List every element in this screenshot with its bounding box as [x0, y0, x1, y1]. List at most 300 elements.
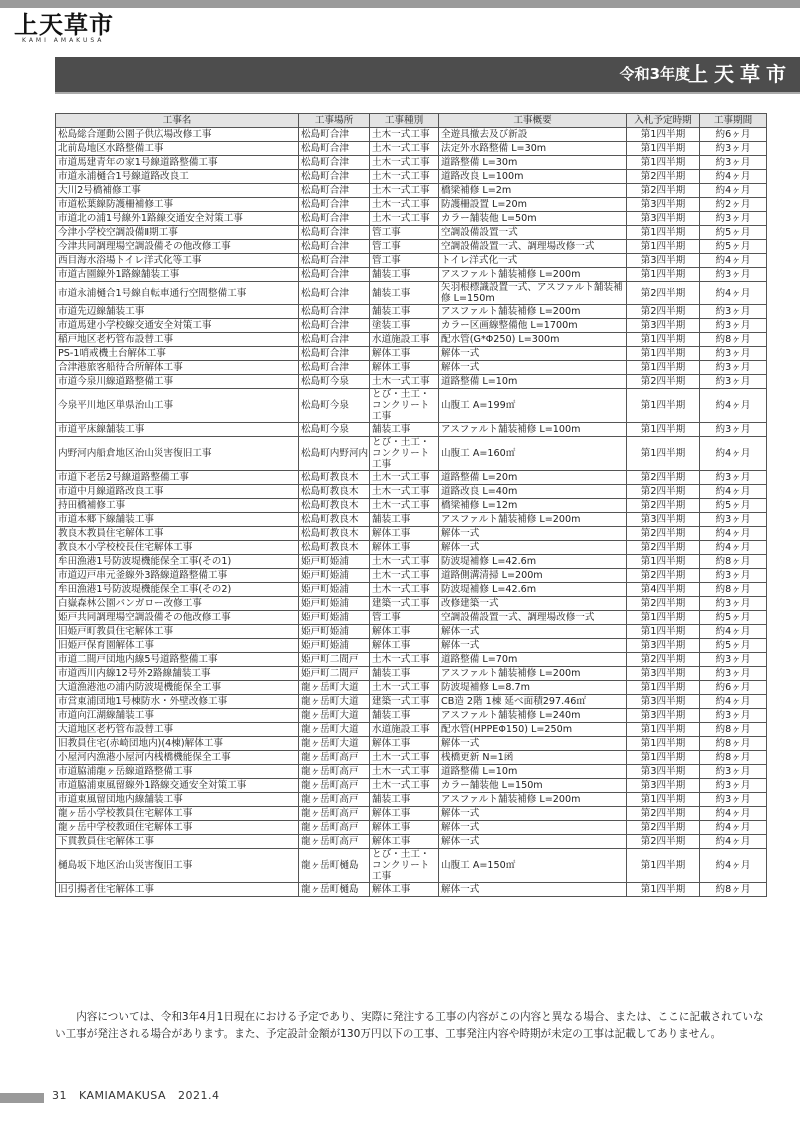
work-name-cell: 牟田漁港1号防波堤機能保全工事(その2)	[56, 583, 299, 597]
work-location-cell: 松島町教良木	[299, 471, 370, 485]
bid-period-cell: 第2四半期	[627, 305, 700, 319]
table-row	[56, 611, 767, 625]
work-duration-cell: 約4ヶ月	[700, 849, 767, 883]
work-duration-cell: 約4ヶ月	[700, 282, 767, 305]
work-name-cell: 今泉平川地区単県治山工事	[56, 389, 299, 423]
work-duration-cell: 約4ヶ月	[700, 389, 767, 423]
work-location-cell: 松島町合津	[299, 319, 370, 333]
work-location-cell: 龍ヶ岳町樋島	[299, 849, 370, 883]
bid-period-cell: 第1四半期	[627, 423, 700, 437]
work-summary-cell: 山腹工 A=160㎡	[439, 437, 627, 471]
work-location-cell: 松島町合津	[299, 268, 370, 282]
work-location-cell: 龍ヶ岳町高戸	[299, 793, 370, 807]
col-header-duration: 工事期間	[700, 114, 767, 128]
work-summary-cell: 道路改良 L=100m	[439, 170, 627, 184]
bid-period-cell: 第2四半期	[627, 527, 700, 541]
table-row	[56, 639, 767, 653]
work-location-cell: 松島町今泉	[299, 423, 370, 437]
table-row	[56, 333, 767, 347]
work-location-cell: 松島町教良木	[299, 527, 370, 541]
section-year: 令和3年度	[619, 65, 690, 83]
work-duration-cell: 約3ヶ月	[700, 597, 767, 611]
work-summary-cell: アスファルト舗装補修 L=100m	[439, 423, 627, 437]
work-type-cell: 土木一式工事	[370, 375, 439, 389]
bid-period-cell: 第1四半期	[627, 226, 700, 240]
public-works-table	[55, 113, 767, 897]
work-name-cell: 龍ヶ岳小学校教員住宅解体工事	[56, 807, 299, 821]
table-row	[56, 681, 767, 695]
table-row	[56, 226, 767, 240]
table-row	[56, 319, 767, 333]
work-summary-cell: 防護柵設置 L=20m	[439, 198, 627, 212]
col-header-type: 工事種別	[370, 114, 439, 128]
work-location-cell: 姫戸町姫浦	[299, 569, 370, 583]
work-summary-cell: 道路整備 L=70m	[439, 653, 627, 667]
bid-period-cell: 第1四半期	[627, 723, 700, 737]
work-name-cell: 合津港旅客船待合所解体工事	[56, 361, 299, 375]
col-header-bid-time: 入札予定時期	[627, 114, 700, 128]
work-type-cell: 舗装工事	[370, 282, 439, 305]
work-duration-cell: 約4ヶ月	[700, 625, 767, 639]
work-summary-cell: 山腹工 A=150㎡	[439, 849, 627, 883]
work-type-cell: 土木一式工事	[370, 555, 439, 569]
work-summary-cell: 防波堤補修 L=42.6m	[439, 555, 627, 569]
work-duration-cell: 約6ヶ月	[700, 681, 767, 695]
table-row	[56, 184, 767, 198]
table-row	[56, 170, 767, 184]
work-type-cell: 舗装工事	[370, 268, 439, 282]
work-duration-cell: 約3ヶ月	[700, 423, 767, 437]
bid-period-cell: 第3四半期	[627, 319, 700, 333]
work-location-cell: 龍ヶ岳町高戸	[299, 821, 370, 835]
bid-period-cell: 第2四半期	[627, 184, 700, 198]
bid-period-cell: 第3四半期	[627, 779, 700, 793]
work-summary-cell: 山腹工 A=199㎡	[439, 389, 627, 423]
work-location-cell: 松島町合津	[299, 254, 370, 268]
table-row	[56, 667, 767, 681]
work-location-cell: 松島町合津	[299, 347, 370, 361]
work-type-cell: 解体工事	[370, 807, 439, 821]
work-summary-cell: 解体一式	[439, 527, 627, 541]
table-row	[56, 723, 767, 737]
top-bar	[0, 0, 800, 8]
col-header-name: 工事名	[56, 114, 299, 128]
bid-period-cell: 第1四半期	[627, 347, 700, 361]
work-summary-cell: 解体一式	[439, 883, 627, 897]
table-row	[56, 597, 767, 611]
bid-period-cell: 第3四半期	[627, 513, 700, 527]
work-location-cell: 姫戸町姫浦	[299, 625, 370, 639]
work-duration-cell: 約4ヶ月	[700, 437, 767, 471]
work-summary-cell: アスファルト舗装補修 L=200m	[439, 667, 627, 681]
work-summary-cell: アスファルト舗装補修 L=240m	[439, 709, 627, 723]
work-summary-cell: 解体一式	[439, 737, 627, 751]
work-duration-cell: 約4ヶ月	[700, 170, 767, 184]
work-location-cell: 龍ヶ岳町大道	[299, 695, 370, 709]
work-summary-cell: カラー区画線整備他 L=1700m	[439, 319, 627, 333]
work-duration-cell: 約3ヶ月	[700, 569, 767, 583]
work-type-cell: 舗装工事	[370, 423, 439, 437]
work-duration-cell: 約4ヶ月	[700, 527, 767, 541]
bid-period-cell: 第1四半期	[627, 240, 700, 254]
table-row	[56, 807, 767, 821]
work-duration-cell: 約5ヶ月	[700, 226, 767, 240]
work-duration-cell: 約3ヶ月	[700, 268, 767, 282]
bid-period-cell: 第2四半期	[627, 569, 700, 583]
work-summary-cell: 配水管(HPPEΦ150) L=250m	[439, 723, 627, 737]
table-row	[56, 541, 767, 555]
work-summary-cell: 桟橋更新 N=1函	[439, 751, 627, 765]
bid-period-cell: 第1四半期	[627, 681, 700, 695]
work-location-cell: 龍ヶ岳町大道	[299, 737, 370, 751]
work-duration-cell: 約4ヶ月	[700, 254, 767, 268]
work-summary-cell: 橋梁補修 L=12m	[439, 499, 627, 513]
table-row	[56, 737, 767, 751]
table-row	[56, 695, 767, 709]
work-type-cell: 土木一式工事	[370, 170, 439, 184]
work-type-cell: 土木一式工事	[370, 499, 439, 513]
table-row	[56, 471, 767, 485]
bid-period-cell: 第1四半期	[627, 611, 700, 625]
work-duration-cell: 約4ヶ月	[700, 485, 767, 499]
table-body	[56, 128, 767, 897]
work-type-cell: 建築一式工事	[370, 597, 439, 611]
work-name-cell: 今津小学校空調設備Ⅱ期工事	[56, 226, 299, 240]
table-row	[56, 156, 767, 170]
work-duration-cell: 約8ヶ月	[700, 883, 767, 897]
work-duration-cell: 約5ヶ月	[700, 499, 767, 513]
work-type-cell: 管工事	[370, 226, 439, 240]
work-type-cell: 土木一式工事	[370, 779, 439, 793]
work-duration-cell: 約3ヶ月	[700, 361, 767, 375]
work-name-cell: 市道北の浦1号線外1路線交通安全対策工事	[56, 212, 299, 226]
bid-period-cell: 第4四半期	[627, 583, 700, 597]
work-duration-cell: 約6ヶ月	[700, 128, 767, 142]
work-type-cell: 解体工事	[370, 835, 439, 849]
work-location-cell: 松島町今泉	[299, 389, 370, 423]
work-summary-cell: 道路整備 L=30m	[439, 156, 627, 170]
work-summary-cell: 解体一式	[439, 625, 627, 639]
work-type-cell: とび・土工・コンクリート工事	[370, 849, 439, 883]
work-summary-cell: アスファルト舗装補修 L=200m	[439, 513, 627, 527]
work-summary-cell: 矢羽根標識設置一式、アスファルト舗装補修 L=150m	[439, 282, 627, 305]
work-name-cell: 松島総合運動公園子供広場改修工事	[56, 128, 299, 142]
bid-period-cell: 第1四半期	[627, 793, 700, 807]
work-summary-cell: CB造 2階 1棟 延べ面積297.46㎡	[439, 695, 627, 709]
work-location-cell: 松島町今泉	[299, 375, 370, 389]
work-summary-cell: 空調設備設置一式、調理場改修一式	[439, 240, 627, 254]
work-type-cell: 舗装工事	[370, 305, 439, 319]
work-type-cell: 土木一式工事	[370, 128, 439, 142]
bid-period-cell: 第2四半期	[627, 807, 700, 821]
work-name-cell: 市道永浦樋合1号線道路改良工	[56, 170, 299, 184]
table-row	[56, 513, 767, 527]
work-summary-cell: 道路整備 L=10m	[439, 375, 627, 389]
work-name-cell: 旧姫戸町教員住宅解体工事	[56, 625, 299, 639]
work-type-cell: 土木一式工事	[370, 142, 439, 156]
page-footer	[52, 1089, 220, 1102]
work-summary-cell: アスファルト舗装補修 L=200m	[439, 268, 627, 282]
footer-bar	[0, 1093, 44, 1103]
table-row	[56, 128, 767, 142]
work-duration-cell: 約8ヶ月	[700, 333, 767, 347]
work-name-cell: 市道西川内線12号外2路線舗装工事	[56, 667, 299, 681]
work-summary-cell: アスファルト舗装補修 L=200m	[439, 793, 627, 807]
work-location-cell: 龍ヶ岳町高戸	[299, 751, 370, 765]
table-row	[56, 625, 767, 639]
work-duration-cell: 約2ヶ月	[700, 198, 767, 212]
bid-period-cell: 第3四半期	[627, 695, 700, 709]
bid-period-cell: 第1四半期	[627, 737, 700, 751]
work-type-cell: 建築一式工事	[370, 695, 439, 709]
work-type-cell: 管工事	[370, 611, 439, 625]
work-summary-cell: 配水管(G*Φ250) L=300m	[439, 333, 627, 347]
work-duration-cell: 約3ヶ月	[700, 793, 767, 807]
bid-period-cell: 第3四半期	[627, 254, 700, 268]
work-name-cell: 市道古園線外1路線舗装工事	[56, 268, 299, 282]
work-type-cell: 土木一式工事	[370, 653, 439, 667]
work-duration-cell: 約3ヶ月	[700, 765, 767, 779]
work-type-cell: 解体工事	[370, 883, 439, 897]
work-type-cell: 土木一式工事	[370, 156, 439, 170]
work-name-cell: 下貫教員住宅解体工事	[56, 835, 299, 849]
table-row	[56, 389, 767, 423]
table-row	[56, 527, 767, 541]
table-row	[56, 268, 767, 282]
work-name-cell: 龍ヶ岳中学校教頭住宅解体工事	[56, 821, 299, 835]
work-summary-cell: 解体一式	[439, 361, 627, 375]
work-type-cell: 舗装工事	[370, 709, 439, 723]
table-row	[56, 282, 767, 305]
work-type-cell: 土木一式工事	[370, 485, 439, 499]
work-name-cell: 小屋河内漁港小屋河内桟橋機能保全工事	[56, 751, 299, 765]
work-duration-cell: 約3ヶ月	[700, 347, 767, 361]
bid-period-cell: 第1四半期	[627, 751, 700, 765]
work-summary-cell: 道路改良 L=40m	[439, 485, 627, 499]
work-name-cell: 教良木教員住宅解体工事	[56, 527, 299, 541]
work-name-cell: 大川2号橋補修工事	[56, 184, 299, 198]
work-duration-cell: 約4ヶ月	[700, 835, 767, 849]
work-duration-cell: 約3ヶ月	[700, 319, 767, 333]
table-row	[56, 423, 767, 437]
table-row	[56, 347, 767, 361]
work-duration-cell: 約4ヶ月	[700, 184, 767, 198]
work-location-cell: 松島町教良木	[299, 513, 370, 527]
work-duration-cell: 約8ヶ月	[700, 751, 767, 765]
work-name-cell: 旧教員住宅(赤崎団地内)(4棟)解体工事	[56, 737, 299, 751]
work-location-cell: 龍ヶ岳町高戸	[299, 765, 370, 779]
bid-period-cell: 第3四半期	[627, 765, 700, 779]
bid-period-cell: 第1四半期	[627, 437, 700, 471]
work-type-cell: とび・土工・コンクリート工事	[370, 389, 439, 423]
work-name-cell: 市道今泉川線道路整備工事	[56, 375, 299, 389]
section-header-rule	[55, 92, 800, 94]
work-location-cell: 松島町合津	[299, 156, 370, 170]
bid-period-cell: 第1四半期	[627, 849, 700, 883]
table-row	[56, 142, 767, 156]
work-type-cell: 土木一式工事	[370, 471, 439, 485]
work-name-cell: 市道下老岳2号線道路整備工事	[56, 471, 299, 485]
bid-period-cell: 第1四半期	[627, 268, 700, 282]
work-summary-cell: 道路整備 L=20m	[439, 471, 627, 485]
work-type-cell: 土木一式工事	[370, 583, 439, 597]
work-duration-cell: 約3ヶ月	[700, 305, 767, 319]
work-type-cell: 土木一式工事	[370, 765, 439, 779]
table-row	[56, 305, 767, 319]
table-row	[56, 212, 767, 226]
work-duration-cell: 約3ヶ月	[700, 513, 767, 527]
work-duration-cell: 約3ヶ月	[700, 709, 767, 723]
masthead-logo-sub: KAMI AMAKUSA	[22, 37, 105, 44]
work-name-cell: 市道辺戸串元釜線外3路線道路整備工事	[56, 569, 299, 583]
work-name-cell: 市道東風留団地内線舗装工事	[56, 793, 299, 807]
work-summary-cell: 解体一式	[439, 347, 627, 361]
work-name-cell: 市道二間戸団地内線5号道路整備工事	[56, 653, 299, 667]
work-location-cell: 松島町合津	[299, 184, 370, 198]
work-name-cell: 市道脇浦東風留線外1路線交通安全対策工事	[56, 779, 299, 793]
work-location-cell: 姫戸町姫浦	[299, 639, 370, 653]
work-summary-cell: 道路側溝清掃 L=200m	[439, 569, 627, 583]
bid-period-cell: 第1四半期	[627, 883, 700, 897]
work-type-cell: 塗装工事	[370, 319, 439, 333]
work-location-cell: 龍ヶ岳町大道	[299, 709, 370, 723]
work-location-cell: 松島町教良木	[299, 541, 370, 555]
work-summary-cell: 防波堤補修 L=8.7m	[439, 681, 627, 695]
work-name-cell: 市道松葉線防護柵補修工事	[56, 198, 299, 212]
work-summary-cell: 空調設備設置一式、調理場改修一式	[439, 611, 627, 625]
work-location-cell: 龍ヶ岳町大道	[299, 723, 370, 737]
bid-period-cell: 第2四半期	[627, 499, 700, 513]
table-row	[56, 499, 767, 513]
work-duration-cell: 約5ヶ月	[700, 240, 767, 254]
work-type-cell: 舗装工事	[370, 793, 439, 807]
work-type-cell: 土木一式工事	[370, 569, 439, 583]
work-duration-cell: 約3ヶ月	[700, 779, 767, 793]
work-duration-cell: 約3ヶ月	[700, 471, 767, 485]
work-duration-cell: 約4ヶ月	[700, 695, 767, 709]
table-row	[56, 361, 767, 375]
bid-period-cell: 第1四半期	[627, 142, 700, 156]
work-summary-cell: 改修建築一式	[439, 597, 627, 611]
work-location-cell: 龍ヶ岳町高戸	[299, 779, 370, 793]
work-duration-cell: 約3ヶ月	[700, 653, 767, 667]
table-row	[56, 437, 767, 471]
work-duration-cell: 約3ヶ月	[700, 375, 767, 389]
work-location-cell: 龍ヶ岳町高戸	[299, 835, 370, 849]
work-summary-cell: 解体一式	[439, 639, 627, 653]
work-duration-cell: 約5ヶ月	[700, 611, 767, 625]
work-location-cell: 姫戸町姫浦	[299, 597, 370, 611]
work-summary-cell: 解体一式	[439, 835, 627, 849]
work-name-cell: 市営東浦団地1号棟防水・外壁改修工事	[56, 695, 299, 709]
bid-period-cell: 第3四半期	[627, 212, 700, 226]
work-name-cell: 西目海水浴場トイレ洋式化等工事	[56, 254, 299, 268]
work-location-cell: 松島町合津	[299, 198, 370, 212]
work-location-cell: 松島町教良木	[299, 499, 370, 513]
masthead-logo: 上天草市	[14, 10, 114, 39]
bid-period-cell: 第2四半期	[627, 653, 700, 667]
work-summary-cell: カラー舗装他 L=50m	[439, 212, 627, 226]
work-type-cell: 水道施設工事	[370, 723, 439, 737]
work-name-cell: 市道本郷下線舗装工事	[56, 513, 299, 527]
work-type-cell: 解体工事	[370, 821, 439, 835]
work-duration-cell: 約4ヶ月	[700, 541, 767, 555]
issue-date: 2021.4	[178, 1089, 220, 1102]
work-location-cell: 松島町合津	[299, 142, 370, 156]
table-row	[56, 485, 767, 499]
table-row	[56, 793, 767, 807]
magazine-name: KAMIAMAKUSA	[79, 1089, 167, 1102]
work-location-cell: 松島町合津	[299, 282, 370, 305]
work-type-cell: 土木一式工事	[370, 751, 439, 765]
work-duration-cell: 約5ヶ月	[700, 639, 767, 653]
table-row	[56, 569, 767, 583]
work-type-cell: 舗装工事	[370, 667, 439, 681]
table-row	[56, 653, 767, 667]
work-summary-cell: 解体一式	[439, 541, 627, 555]
work-location-cell: 龍ヶ岳町樋島	[299, 883, 370, 897]
work-duration-cell: 約4ヶ月	[700, 807, 767, 821]
work-duration-cell: 約8ヶ月	[700, 723, 767, 737]
work-name-cell: 旧引揚者住宅解体工事	[56, 883, 299, 897]
work-duration-cell: 約3ヶ月	[700, 156, 767, 170]
work-type-cell: 解体工事	[370, 737, 439, 751]
work-location-cell: 松島町合津	[299, 305, 370, 319]
work-duration-cell: 約3ヶ月	[700, 667, 767, 681]
work-summary-cell: アスファルト舗装補修 L=200m	[439, 305, 627, 319]
bid-period-cell: 第2四半期	[627, 375, 700, 389]
work-type-cell: 管工事	[370, 254, 439, 268]
work-type-cell: 水道施設工事	[370, 333, 439, 347]
work-location-cell: 松島町合津	[299, 128, 370, 142]
work-location-cell: 松島町合津	[299, 226, 370, 240]
work-name-cell: 市道永浦樋合1号線自転車通行空間整備工事	[56, 282, 299, 305]
work-location-cell: 松島町教良木	[299, 485, 370, 499]
work-name-cell: 市道平床線舗装工事	[56, 423, 299, 437]
work-location-cell: 姫戸町姫浦	[299, 611, 370, 625]
work-name-cell: 持田橋補修工事	[56, 499, 299, 513]
work-type-cell: 土木一式工事	[370, 198, 439, 212]
bid-period-cell: 第3四半期	[627, 667, 700, 681]
table-row	[56, 240, 767, 254]
work-location-cell: 松島町合津	[299, 240, 370, 254]
work-name-cell: 市道脇浦龍ヶ岳線道路整備工事	[56, 765, 299, 779]
table-row	[56, 835, 767, 849]
table-row	[56, 375, 767, 389]
table-row	[56, 849, 767, 883]
work-duration-cell: 約8ヶ月	[700, 583, 767, 597]
work-name-cell: 内野河内船倉地区治山災害復旧工事	[56, 437, 299, 471]
table-footnote: 内容については、令和3年4月1日現在における予定であり、実際に発注する工事の内容がこの内容と異なる場合、または、ここに記載されていない工事が発注される場合があります。また、予定設計金額が130万円以下の工事、工事発注内容や時期が未定の工事は記載してありません。	[55, 1011, 764, 1040]
work-location-cell: 松島町合津	[299, 333, 370, 347]
work-summary-cell: 解体一式	[439, 807, 627, 821]
work-summary-cell: カラー舗装他 L=150m	[439, 779, 627, 793]
col-header-location: 工事場所	[299, 114, 370, 128]
work-name-cell: 大道地区老朽管布設替工事	[56, 723, 299, 737]
work-type-cell: 解体工事	[370, 361, 439, 375]
work-name-cell: 今津共同調理場空調設備その他改修工事	[56, 240, 299, 254]
work-type-cell: 解体工事	[370, 639, 439, 653]
bid-period-cell: 第1四半期	[627, 333, 700, 347]
work-type-cell: 解体工事	[370, 347, 439, 361]
work-name-cell: 旧姫戸保育園解体工事	[56, 639, 299, 653]
work-duration-cell: 約3ヶ月	[700, 142, 767, 156]
bid-period-cell: 第1四半期	[627, 128, 700, 142]
table-row	[56, 555, 767, 569]
table-row	[56, 198, 767, 212]
table-row	[56, 765, 767, 779]
work-name-cell: 市道中月線道路改良工事	[56, 485, 299, 499]
